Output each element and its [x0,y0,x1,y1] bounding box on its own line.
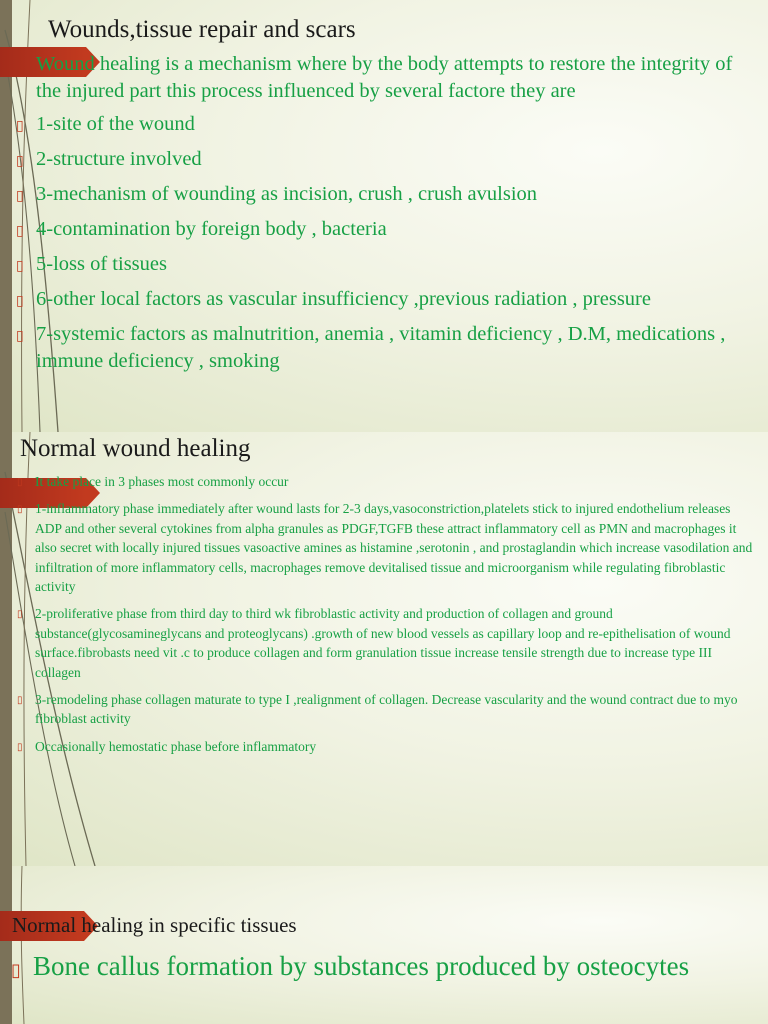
list-item: ▯ 1-inflammatory phase immediately after wound lasts for 2-3 days,vasoconstriction,platelets stick to injured endothelium releases ADP and other several cytokines from alpha granules as PDGF,TGFB these attract inflammatory cell as PMN and macrophages it also secret with locally injured tissues vasoactive amines as histamine ,serotonin , and prostaglandin which increase vasodilation and infiltration of more inflammatory cells, macrophages remove devitalised tissue and microorganism while regulating fibroblastic activity [17,501,753,595]
list-item: ▯ Occasionally hemostatic phase before inflammatory [35,737,757,756]
intro-text: Wound healing is a mechanism where by the body attempts to restore the integrity of the injured part this process influenced by several factore they are [36,53,733,102]
list-item: ▯ 6-other local factors as vascular insufficiency ,previous radiation , pressure [36,286,756,313]
bullet-icon: ▯ [11,960,21,981]
slide-2 [0,432,768,866]
slide-title: Normal healing in specific tissues [12,913,297,937]
decorative-curves [0,866,80,1024]
list-item: ▯ 2-structure involved [36,146,756,173]
list-item: ▯ 4-contamination by foreign body , bacteria [36,216,756,243]
bullet-icon: ▯ [16,188,24,204]
list-item: ▯ 7-systemic factors as malnutrition, anemia , vitamin deficiency , D.M, medications , immune deficiency , smoking [16,323,726,372]
bullet-icon: ▯ [16,293,24,309]
phase-list [17,472,757,764]
list-item: ▯ 1-site of the wound [36,111,756,138]
list-item: ▯ 3-remodeling phase collagen maturate to type I ,realignment of collagen. Decrease vascularity and the wound contract due to myo fibroblast activity [17,692,738,727]
list-item: ▯ 3-mechanism of wounding as incision, crush , crush avulsion [36,181,756,208]
slide-title: Wounds,tissue repair and scars [48,16,356,43]
bullet-icon: ▯ [17,741,23,753]
bullet-icon: ▯ [16,328,24,344]
bullet-icon: ▯ [17,477,23,488]
list-item: ▯ It take place in 3 phases most commonly occur [35,472,757,491]
factor-list [16,111,756,383]
tissue-list [11,947,753,985]
slide-1 [0,0,768,432]
bullet-icon: ▯ [16,153,24,169]
list-item: ▯ Bone callus formation by substances produced by osteocytes [33,947,753,985]
bullet-icon: ▯ [17,609,23,621]
list-item: ▯ 2-proliferative phase from third day to third wk fibroblastic activity and production of collagen and ground substance(glycosamineglycans and proteoglycans) .growth of new blood vessels as capillary loop and re-epithelisation of wound surface.fibrobasts need vit .c to produce collagen and form granulation tissue increase tensile strength due to increase type III collagen [17,606,731,680]
list-item: ▯ 5-loss of tissues [36,251,756,278]
bullet-icon: ▯ [17,695,23,707]
bullet-icon: ▯ [16,258,24,274]
slide-title: Normal wound healing [20,435,251,462]
bullet-icon: ▯ [17,504,23,516]
slide-3 [0,866,768,1024]
bullet-icon: ▯ [16,118,24,134]
bullet-icon: ▯ [16,223,24,239]
